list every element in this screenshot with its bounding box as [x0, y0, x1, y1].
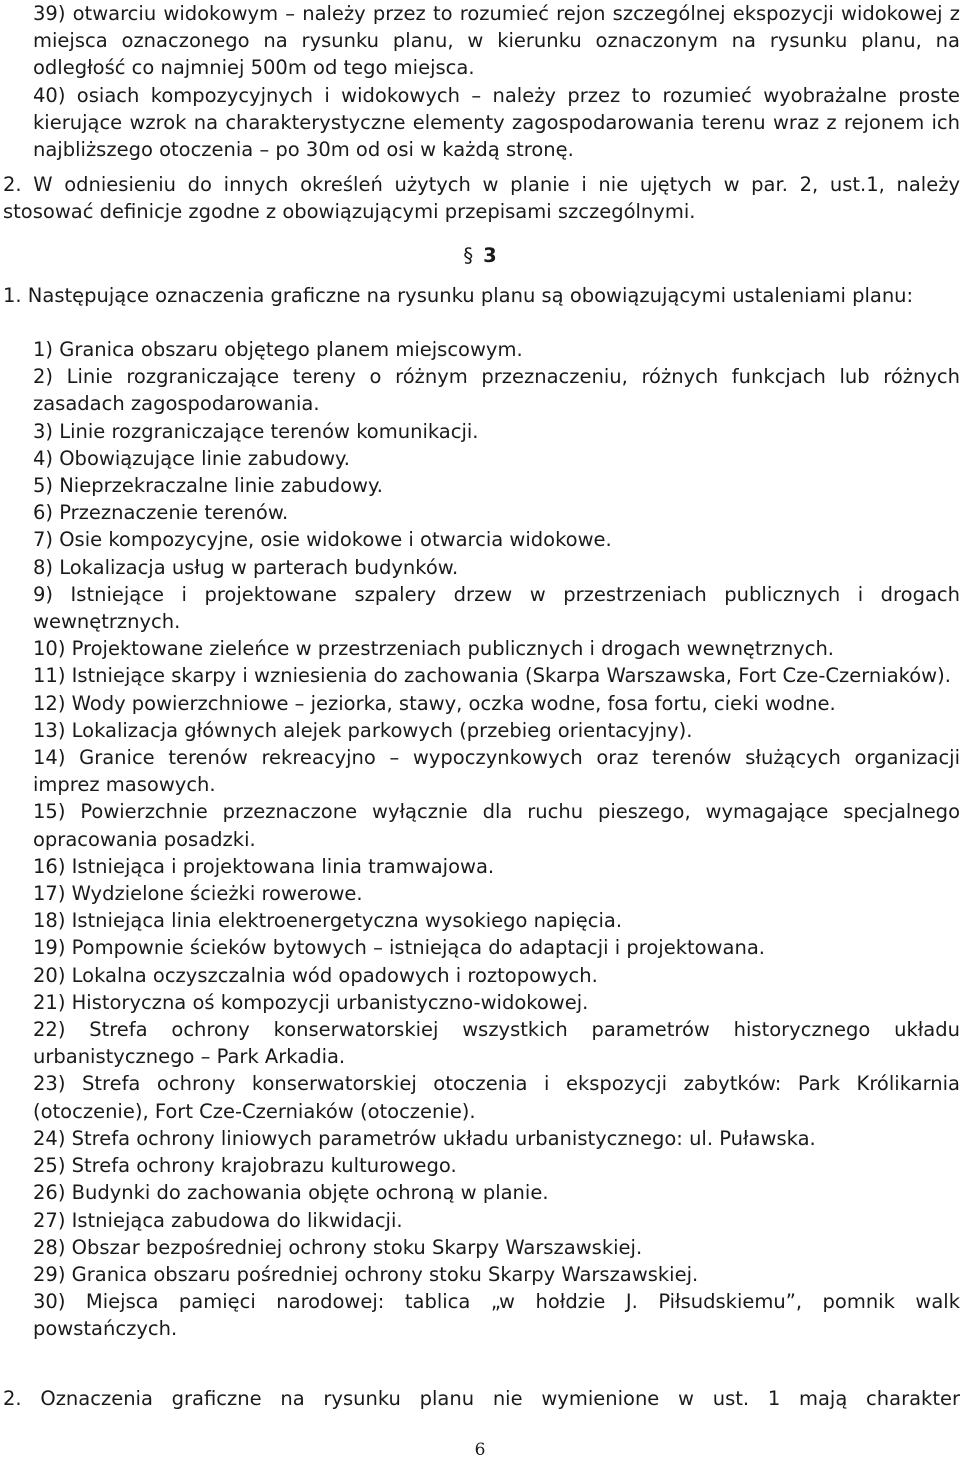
- list-item: 3) Linie rozgraniczające terenów komunikacji.: [33, 419, 479, 443]
- list-item: 25) Strefa ochrony krajobrazu kulturowego.: [33, 1154, 457, 1178]
- list-item: 5) Nieprzekraczalne linie zabudowy.: [33, 474, 383, 498]
- list-item: 20) Lokalna oczyszczalnia wód opadowych i roztopowych.: [33, 963, 598, 987]
- graphic-designations-list: [33, 336, 960, 1343]
- section-heading: [0, 242, 960, 269]
- list-item: 16) Istniejąca i projektowana linia tramwajowa.: [33, 854, 495, 878]
- definition-item-40: 40) osiach kompozycyjnych i widokowych – należy przez to rozumieć wyobrażalne proste kierujące wzrok na charakterystyczne elementy zagospodarowania terenu wraz z rejonem ich najbliższego otoczenia – po 30m od osi w każdą stronę.: [33, 83, 960, 162]
- list-item: 1) Granica obszaru objętego planem miejscowym.: [33, 338, 523, 361]
- list-item: 11) Istniejące skarpy i wzniesienia do zachowania (Skarpa Warszawska, Fort Cze-Czerniaków).: [33, 664, 951, 688]
- paragraph-1-intro: [3, 282, 960, 309]
- page-number: 6: [474, 1440, 486, 1460]
- list-item: 10) Projektowane zieleńce w przestrzeniach publicznych i drogach wewnętrznych.: [33, 637, 834, 661]
- list-item: 12) Wody powierzchniowe – jeziorka, stawy, oczka wodne, fosa fortu, cieki wodne.: [33, 691, 836, 715]
- list-item: 13) Lokalizacja głównych alejek parkowych (przebieg orientacyjny).: [33, 718, 693, 742]
- list-item: 14) Granice terenów rekreacyjno – wypoczynkowych oraz terenów służących organizacji imprez masowych.: [33, 746, 960, 797]
- list-item: 8) Lokalizacja usług w parterach budynków.: [33, 555, 459, 579]
- list-item: 2) Linie rozgraniczające tereny o różnym przeznaczeniu, różnych funkcjach lub różnych zasadach zagospodarowania.: [33, 365, 960, 416]
- definition-item-39: 39) otwarciu widokowym – należy przez to rozumieć rejon szczególnej ekspozycji widokowej z miejsca oznaczonego na rysunku planu, w kierunku oznaczonym na rysunku planu, na odległość co najmniej 500m od tego miejsca.: [33, 2, 960, 80]
- definitions-continuation: [33, 0, 960, 163]
- list-item: 17) Wydzielone ścieżki rowerowe.: [33, 882, 363, 906]
- list-item: 7) Osie kompozycyjne, osie widokowe i otwarcia widokowe.: [33, 528, 612, 552]
- list-item: 24) Strefa ochrony liniowych parametrów układu urbanistycznego: ul. Puławska.: [33, 1126, 816, 1150]
- trailing-paragraph: 2. Oznaczenia graficzne na rysunku planu nie wymienione w ust. 1 mają charakter: [3, 1387, 960, 1410]
- section-number: 3: [483, 244, 497, 267]
- paragraph-2: [3, 171, 960, 225]
- list-item: 21) Historyczna oś kompozycji urbanistyczno-widokowej.: [33, 990, 589, 1014]
- list-item: 23) Strefa ochrony konserwatorskiej otoczenia i ekspozycji zabytków: Park Królikarnia (otoczenie), Fort Cze-Czerniaków (otoczenie).: [33, 1072, 960, 1123]
- list-item: 28) Obszar bezpośredniej ochrony stoku Skarpy Warszawskiej.: [33, 1235, 643, 1259]
- section-symbol: §: [463, 244, 474, 267]
- paragraph-1-intro-text: 1. Następujące oznaczenia graficzne na rysunku planu są obowiązującymi ustaleniami planu:: [3, 284, 914, 307]
- list-item: 29) Granica obszaru pośredniej ochrony stoku Skarpy Warszawskiej.: [33, 1262, 699, 1286]
- list-item: 26) Budynki do zachowania objęte ochroną w planie.: [33, 1181, 549, 1205]
- list-item: 30) Miejsca pamięci narodowej: tablica „w hołdzie J. Piłsudskiemu”, pomnik walk powstańczych.: [33, 1290, 960, 1341]
- list-item: 22) Strefa ochrony konserwatorskiej wszystkich parametrów historycznego układu urbanistycznego – Park Arkadia.: [33, 1018, 960, 1069]
- list-item: 4) Obowiązujące linie zabudowy.: [33, 446, 351, 470]
- list-item: 9) Istniejące i projektowane szpalery drzew w przestrzeniach publicznych i drogach wewnętrznych.: [33, 582, 960, 634]
- list-item: 15) Powierzchnie przeznaczone wyłącznie dla ruchu pieszego, wymagające specjalnego opracowania posadzki.: [33, 800, 960, 851]
- list-item: 18) Istniejąca linia elektroenergetyczna wysokiego napięcia.: [33, 909, 623, 933]
- paragraph-2-text: 2. W odniesieniu do innych określeń użytych w planie i nie ujętych w par. 2, ust.1, należy stosować definicje zgodne z obowiązującymi przepisami szczególnymi.: [3, 173, 960, 224]
- list-item: 19) Pompownie ścieków bytowych – istniejąca do adaptacji i projektowana.: [33, 936, 765, 960]
- list-item: 6) Przeznaczenie terenów.: [33, 501, 289, 525]
- list-item: 27) Istniejąca zabudowa do likwidacji.: [33, 1208, 403, 1232]
